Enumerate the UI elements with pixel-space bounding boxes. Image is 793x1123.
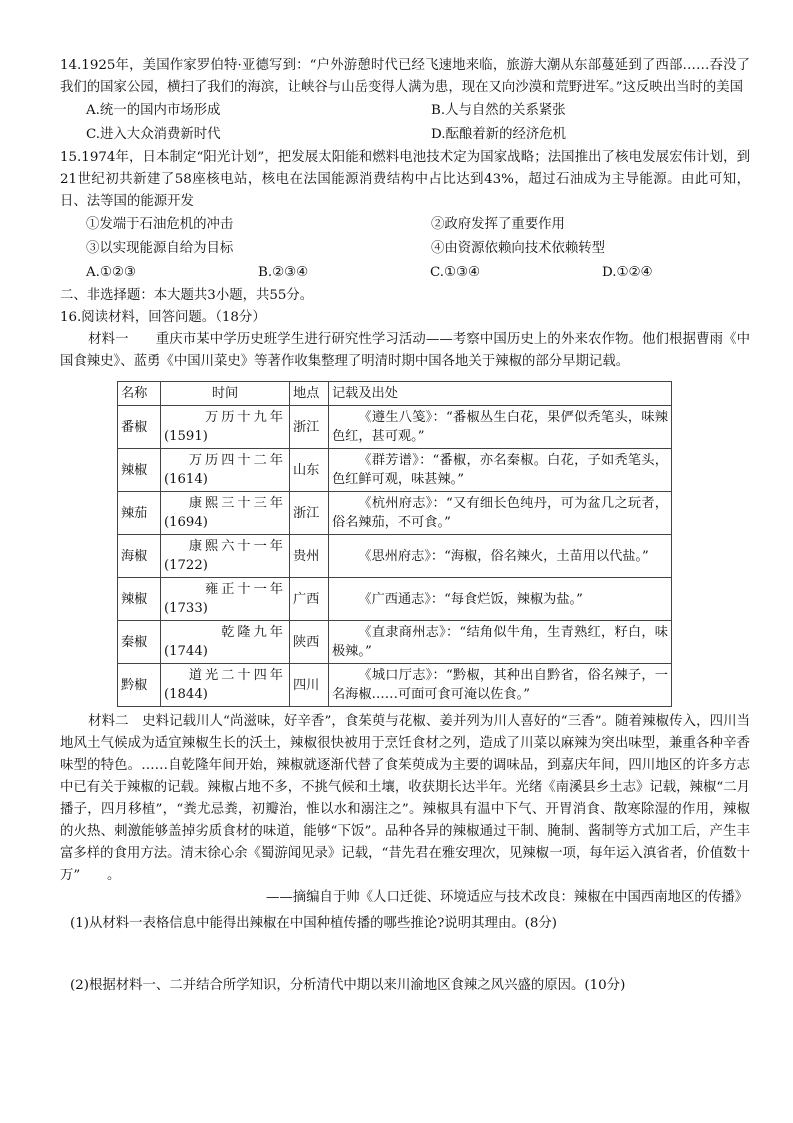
q15-option-c[interactable]: C.①③④ bbox=[430, 265, 481, 280]
q15-item-2: ②政府发挥了重要作用 bbox=[431, 217, 565, 232]
cell-time-year: (1694) bbox=[164, 515, 208, 530]
cell-time-reign: 道光二十四年 bbox=[188, 668, 286, 683]
cell-place: 陕西 bbox=[290, 621, 329, 664]
q16-stem: 16.阅读材料，回答问题。（18分） bbox=[60, 310, 266, 325]
table-row bbox=[118, 664, 672, 707]
cell-time bbox=[161, 621, 290, 664]
cell-place: 浙江 bbox=[290, 492, 329, 535]
q15-option-d[interactable]: D.①②④ bbox=[602, 265, 653, 280]
cell-record: 《遵生八笺》：“番椒丛生白花，果俨似秃笔头，味辣色红，甚可观。” bbox=[329, 406, 672, 449]
q15-item-4: ④由资源依赖向技术依赖转型 bbox=[431, 241, 606, 256]
q15-option-a[interactable]: A.①②③ bbox=[86, 265, 136, 280]
q15-items-row-1 bbox=[60, 213, 750, 237]
table-row bbox=[118, 449, 672, 492]
cell-record: 《广西通志》：“每食烂饭，辣椒为盐。” bbox=[329, 578, 672, 621]
cell-name: 辣椒 bbox=[118, 578, 161, 621]
q16-material-source: ——摘编自于帅《人口迁徙、环境适应与技术改良：辣椒在中国西南地区的传播》 bbox=[265, 890, 748, 905]
cell-time-year: (1733) bbox=[164, 601, 208, 616]
cell-name: 辣椒 bbox=[118, 449, 161, 492]
cell-time-reign: 康熙六十一年 bbox=[188, 539, 286, 554]
table-row bbox=[118, 406, 672, 449]
table-row bbox=[118, 578, 672, 621]
q14-option-b[interactable]: B.人与自然的关系紧张 bbox=[431, 103, 566, 118]
cell-record: 《群芳谱》：“番椒，亦名秦椒。白花，子如秃笔头，色红鲜可观，味甚辣。” bbox=[329, 449, 672, 492]
table-row bbox=[118, 621, 672, 664]
q15-item-3: ③以实现能源自给为目标 bbox=[86, 241, 234, 256]
q15-item-1: ①发端于石油危机的冲击 bbox=[86, 217, 234, 232]
cell-time-reign: 雍正十一年 bbox=[205, 582, 286, 597]
q15-items-row-2 bbox=[60, 237, 750, 261]
cell-time bbox=[161, 578, 290, 621]
chili-records-table bbox=[117, 381, 672, 707]
table-row bbox=[118, 492, 672, 535]
cell-place: 山东 bbox=[290, 449, 329, 492]
q15-stem: 15.1974年，日本制定“阳光计划”，把发展太阳能和燃料电池技术定为国家战略；法国推出了核电发展宏伟计划，到21世纪初共新建了58座核电站，核电在法国能源消费结构中占比达到43%，超过石油成为主导能源。由此可知，日、法等国的能源开发 bbox=[60, 150, 750, 209]
table-header-record: 记载及出处 bbox=[329, 382, 672, 406]
cell-time bbox=[161, 406, 290, 449]
cell-time-reign: 万历十九年 bbox=[205, 410, 286, 425]
cell-name: 番椒 bbox=[118, 406, 161, 449]
q16-material-2: 材料二 史料记载川人“尚滋味，好辛香”，食茱萸与花椒、姜并列为川人喜好的“三香”。随着辣椒传入，四川当地风土气候成为适宜辣椒生长的沃土，辣椒很快被用于烹饪食材之列，造成了川菜以麻辣为突出味型，兼重各种辛香味型的特色。……自乾隆年间开始，辣椒就逐渐代替了食茱萸成为主要的调味品，到嘉庆年间，四川地区的许多方志中已有关于辣椒的记载。辣椒占地不多，不挑气候和土壤，收获期长达半年。光绪《南溪县乡土志》记载，辣椒“二月播子，四月移植”，“粪尤忌粪，初瓣治，惟以水和溺注之”。辣椒具有温中下气、开胃消食、散寒除湿的作用，辣椒的火热、刺激能够盖掉劣质食材的味道，能够“下饭”。品种各异的辣椒通过干制、腌制、酱制等方式加工后，产生丰富多样的食用方法。清末徐心余《蜀游闻见录》记载，“昔先君在雅安理次，见辣椒一项，每年运入滇省者，价值数十万” 。 bbox=[60, 714, 750, 883]
q16-sub-question-2: (2)根据材料一、二并结合所学知识，分析清代中期以来川渝地区食辣之风兴盛的原因。(10分) bbox=[70, 978, 626, 993]
table-header-time: 时间 bbox=[161, 382, 290, 406]
cell-time-reign: 乾隆九年 bbox=[221, 625, 286, 640]
q14-option-d[interactable]: D.酝酿着新的经济危机 bbox=[431, 127, 567, 142]
cell-time-year: (1744) bbox=[164, 644, 208, 659]
q15-options-row bbox=[60, 261, 750, 285]
table-header-place: 地点 bbox=[290, 382, 329, 406]
cell-name: 秦椒 bbox=[118, 621, 161, 664]
cell-time-year: (1722) bbox=[164, 558, 208, 573]
q14-stem: 14.1925年，美国作家罗伯特·亚德写到：“户外游憩时代已经飞速地来临，旅游大潮从东部蔓延到了西部……吞没了我们的国家公园，横扫了我们的海滨，让峡谷与山岳变得人满为患，现在又向沙漠和荒野进军。”这反映出当时的美国 bbox=[60, 58, 750, 95]
cell-time bbox=[161, 664, 290, 707]
q14-options-row-2 bbox=[60, 123, 750, 147]
cell-place: 浙江 bbox=[290, 406, 329, 449]
exam-page bbox=[60, 55, 750, 997]
cell-time bbox=[161, 535, 290, 578]
cell-time-reign: 万历四十二年 bbox=[188, 453, 286, 468]
cell-record: 《思州府志》：“海椒，俗名辣火，土苗用以代盐。” bbox=[329, 535, 672, 578]
cell-place: 广西 bbox=[290, 578, 329, 621]
table-header-name: 名称 bbox=[118, 382, 161, 406]
question-14 bbox=[60, 55, 750, 147]
cell-time bbox=[161, 449, 290, 492]
q14-option-a[interactable]: A.统一的国内市场形成 bbox=[86, 103, 221, 118]
q14-options-row-1 bbox=[60, 99, 750, 123]
q14-option-c[interactable]: C.进入大众消费新时代 bbox=[86, 127, 221, 142]
q15-option-b[interactable]: B.②③④ bbox=[258, 265, 309, 280]
section-2-heading: 二、非选择题：本大题共3小题，共55分。 bbox=[60, 288, 314, 303]
cell-record: 《直隶商州志》：“结角似牛角，生青熟红，籽白，味极辣。” bbox=[329, 621, 672, 664]
question-16 bbox=[60, 307, 750, 997]
table-header-row bbox=[118, 382, 672, 406]
cell-record: 《城口厅志》：“黔椒，其种出自黔省，俗名辣子，一名海椒……可面可食可淹以佐食。” bbox=[329, 664, 672, 707]
q16-material-1: 材料一 重庆市某中学历史班学生进行研究性学习活动——考察中国历史上的外来农作物。他们根据曹雨《中国食辣史》、蓝勇《中国川菜史》等著作收集整理了明清时期中国各地关于辣椒的部分早期记载。 bbox=[60, 332, 750, 369]
cell-name: 辣茄 bbox=[118, 492, 161, 535]
cell-time-year: (1591) bbox=[164, 429, 208, 444]
cell-name: 黔椒 bbox=[118, 664, 161, 707]
table-row bbox=[118, 535, 672, 578]
answer-space-1[interactable] bbox=[60, 935, 750, 975]
cell-name: 海椒 bbox=[118, 535, 161, 578]
cell-place: 贵州 bbox=[290, 535, 329, 578]
cell-time-reign: 康熙三十三年 bbox=[188, 496, 286, 511]
cell-time-year: (1614) bbox=[164, 472, 208, 487]
q16-sub-question-1: (1)从材料一表格信息中能得出辣椒在中国种植传播的哪些推论?说明其理由。(8分) bbox=[70, 916, 558, 931]
cell-time-year: (1844) bbox=[164, 687, 208, 702]
cell-place: 四川 bbox=[290, 664, 329, 707]
question-15 bbox=[60, 147, 750, 285]
cell-record: 《杭州府志》：“又有细长色纯丹，可为盆几之玩者，俗名辣茄，不可食。” bbox=[329, 492, 672, 535]
cell-time bbox=[161, 492, 290, 535]
